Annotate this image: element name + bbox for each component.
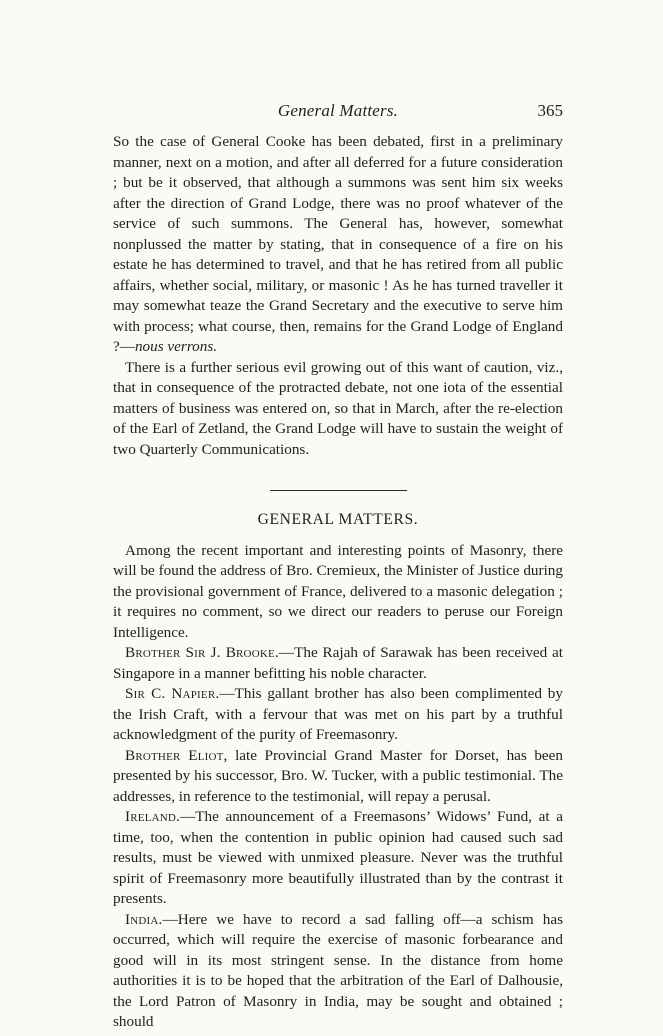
paragraph-lead: Brother Eliot, [125, 746, 228, 764]
paragraph-evil-caution: There is a further serious evil growing out of this want of caution, viz., that in consequence of the protracted debate, not one iota of the essential matters of business was entered on, so that in March, after the re-election of the Earl of Zetland, the Grand Lodge will have to sustain the weight of two Quarterly Communications. [113, 358, 563, 458]
paragraph-text: So the case of General Cooke has been debated, first in a preliminary manner, next on a motion, and after all deferred for a future consideration ; but be it observed, that although a summons was sent him six weeks after the direction of Grand Lodge, there was no proof whatever of the service of such summons. The General has, however, somewhat nonplussed the matter by stating, that in consequence of a fire on his estate he has determined to travel, and that he has retired from all public affairs, whether social, military, or masonic ! As he has turned traveller it may somewhat teaze the Grand Secretary and the executive to serve him with process; what course, then, remains for the Grand Lodge of England ?— [113, 133, 563, 355]
paragraph-india [113, 910, 563, 1033]
running-title: General Matters. [277, 101, 399, 120]
section-title: GENERAL MATTERS. [257, 511, 419, 528]
body-text [113, 132, 563, 1033]
paragraph-brooke [113, 643, 563, 684]
paragraph-text: —The Rajah of Sarawak has been received at Singapore in a manner befitting his noble character. [113, 644, 564, 682]
paragraph-text: —Here we have to record a sad falling off—a schism has occurred, which will require the exercise of masonic forbearance and good will in its most stringent sense. In the distance from home authorities it is to be hoped that the arbitration of the Earl of Dalhousie, the Lord Patron of Masonry in India, may be sought and obtained ; should [113, 910, 563, 1030]
paragraph-text: —This gallant brother has also been complimented by the Irish Craft, with a fervour that was met on his part by a truthful acknowledgment of the purity of Freemasonry. [113, 685, 563, 743]
paragraph-lead: Sir C. Napier. [125, 685, 220, 702]
paragraph-intro: Among the recent important and interesting points of Masonry, there will be found the address of Bro. Cremieux, the Minister of Justice during the provisional government of France, delivered to a masonic delegation ; it requires no comment, so we direct our readers to peruse our Foreign Intelligence. [113, 541, 563, 641]
paragraph-text: late Provincial Grand Master for Dorset, has been presented by his successor, Bro. W. Tucker, with a public testimonial. The addresses, in reference to the testimonial, will repay a perusal. [113, 746, 563, 805]
paragraph-lead: Brother Sir J. Brooke. [125, 644, 279, 661]
paragraph-lead: India. [125, 910, 163, 928]
page-number: 365 [537, 101, 563, 120]
paragraph-text: —The announcement of a Freemasons’ Widows’ Fund, at a time, too, when the contention in public opinion had caused such sad results, must be viewed with unmixed pleasure. Never was the truthful spirit of Freemasonry more beautifully illustrated than by the contrast it presents. [113, 808, 563, 907]
paragraph-eliot [113, 746, 563, 808]
paragraph-general-cooke [113, 132, 563, 358]
section-divider [270, 490, 407, 491]
paragraph-lead: Ireland. [125, 808, 181, 825]
running-head [113, 101, 563, 125]
paragraph-napier [113, 684, 563, 746]
paragraph-ireland [113, 807, 563, 910]
italic-phrase: nous verrons. [134, 338, 218, 355]
